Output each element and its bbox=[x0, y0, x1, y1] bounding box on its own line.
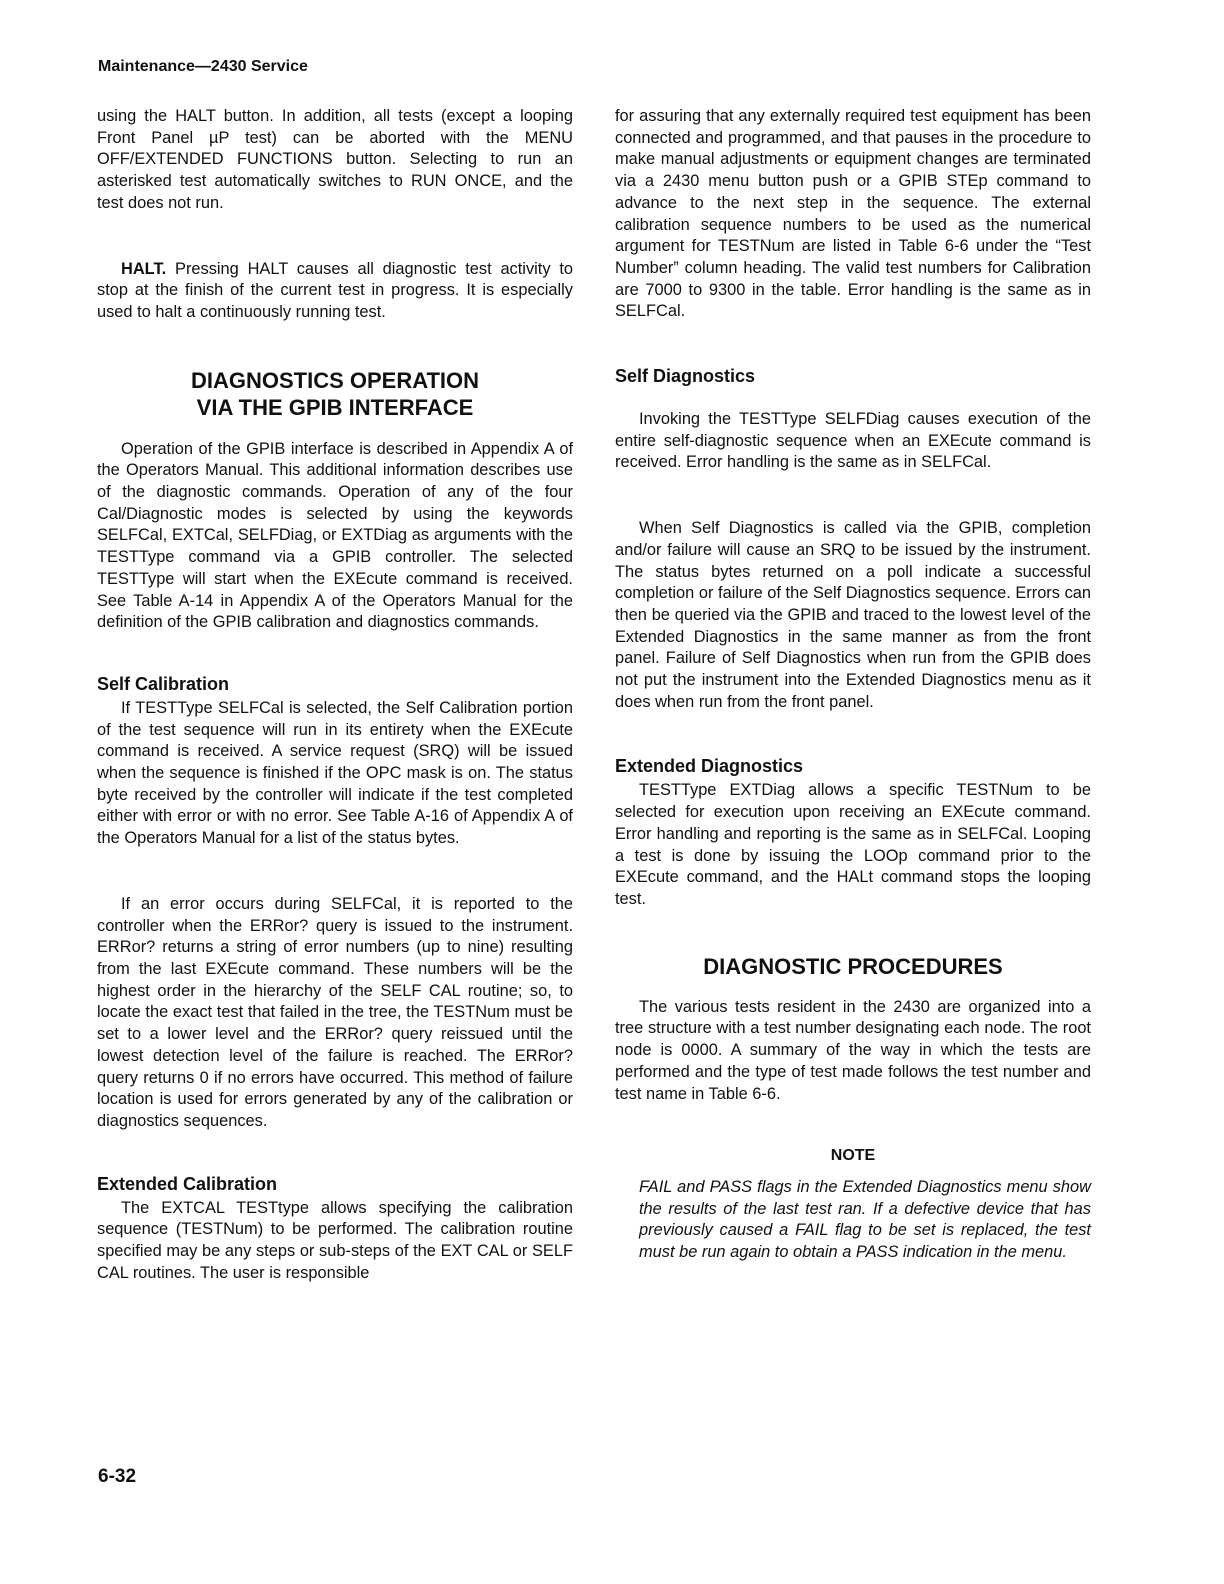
paragraph-selfcal-error: If an error occurs during SELFCal, it is reported to the controller when the ERRor? query is issued to the instrument. ERRor? returns a string of error numbers (up to nine) resulting from the last EXEcute command. These numbers will be the highest order in the hierarchy of the SELF CAL routine; so, to locate the exact test that failed in the tree, the TESTNum must be set to a lower level and the ERRor? query reissued until the lowest detection level of the failure is reached. The ERRor? query returns 0 if no errors have occurred. This method of failure location is used for errors generated by any of the calibration or diagnostics sequences. bbox=[97, 894, 573, 1130]
paragraph-diagnostic-procedures: The various tests resident in the 2430 are organized into a tree structure with a test number designating each node. The root node is 0000. A summary of the way in which the tests are performed and the type of test made follows the test number and test name in Table 6-6. bbox=[615, 997, 1091, 1103]
paragraph-self-diagnostics-2: When Self Diagnostics is called via the GPIB, completion and/or failure will cause an SRQ to be issued by the instrument. The status bytes returned on a poll indicate a successful completion or failure of the Self Diagnostics sequence. Errors can then be queried via the GPIB and traced to the lowest level of the Extended Diagnostics in the same manner as from the front panel. Failure of Self Diagnostics when run from the GPIB does not put the instrument into the Extended Diagnostics menu as it does when run from the front panel. bbox=[615, 519, 1091, 711]
paragraph-halt-button: using the HALT button. In addition, all tests (except a looping Front Panel µP test) can be aborted with the MENU OFF/EXTENDED FUNCTIONS button. Selecting to run an asterisked test automatically switches to RUN ONCE, and the test does not run. bbox=[97, 107, 573, 212]
halt-text: Pressing HALT causes all diagnostic test activity to stop at the finish of the current test in progress. It is especially used to halt a continuously running test. bbox=[97, 259, 573, 321]
left-column bbox=[97, 106, 573, 1284]
halt-label: HALT. bbox=[121, 259, 167, 278]
section-heading-gpib-line2: VIA THE GPIB INTERFACE bbox=[196, 394, 474, 420]
paragraph-extended-diagnostics: TESTType EXTDiag allows a specific TESTNum to be selected for execution upon receiving an EXEcute command. Error handling and reporting is the same as in SELFCal. Looping a test is done by issuing the LOOp command prior to the EXEcute command, and the HALt command stops the looping test. bbox=[615, 781, 1091, 908]
paragraph-self-diagnostics-1: Invoking the TESTType SELFDiag causes execution of the entire self-diagnostic sequence when an EXEcute command is received. Error handling is the same as in SELFCal. bbox=[615, 410, 1091, 472]
paragraph-self-calibration: If TESTType SELFCal is selected, the Self Calibration portion of the test sequence will run in its entirety when the EXEcute command is received. A service request (SRQ) will be issued when the sequence is finished if the OPC mask is on. The status byte received by the controller will indicate if the test completed either with error or with no error. See Table A-16 of Appendix A of the Operators Manual for a list of the status bytes. bbox=[97, 698, 573, 848]
paragraph-halt bbox=[97, 259, 573, 324]
right-column bbox=[615, 106, 1091, 1264]
subheading-extended-diagnostics: Extended Diagnostics bbox=[615, 756, 804, 777]
subheading-self-diagnostics: Self Diagnostics bbox=[615, 366, 756, 387]
note-text: FAIL and PASS flags in the Extended Diagnostics menu show the results of the last test ran. If a defective device that has previously caused a FAIL flag to be set is replaced, the test must be run again to obtain a PASS indication in the menu. bbox=[639, 1177, 1091, 1262]
running-header: Maintenance—2430 Service bbox=[98, 58, 308, 75]
paragraph-extended-calibration: The EXTCAL TESTtype allows specifying the calibration sequence (TESTNum) to be performed. The calibration routine specified may be any steps or sub-steps of the EXT CAL or SELF CAL routines. The user is responsible bbox=[97, 1198, 573, 1282]
page-number: 6-32 bbox=[98, 1466, 137, 1487]
section-heading-gpib bbox=[97, 367, 573, 421]
subheading-self-calibration: Self Calibration bbox=[97, 673, 230, 694]
paragraph-calibration-continued: for assuring that any externally required test equipment has been connected and programmed, and that pauses in the procedure to make manual adjustments or equipment changes are terminated via a 2430 menu button push or a GPIB STEp command to advance to the next step in the sequence. The external calibration sequence numbers to be used as the numerical argument for TESTNum are listed in Table 6-6 under the “Test Number” column heading. The valid test numbers for Calibration are 7000 to 9300 in the table. Error handling is the same as in SELFCal. bbox=[615, 107, 1091, 321]
note-title: NOTE bbox=[830, 1147, 876, 1165]
subheading-extended-calibration: Extended Calibration bbox=[97, 1173, 278, 1194]
section-heading-gpib-line1: DIAGNOSTICS OPERATION bbox=[190, 367, 480, 393]
section-heading-diagnostic-procedures: DIAGNOSTIC PROCEDURES bbox=[703, 953, 1003, 979]
paragraph-gpib-operation: Operation of the GPIB interface is described in Appendix A of the Operators Manual. This additional information describes use of the diagnostic commands. Operation of any of the four Cal/Diagnostic modes is selected by using the keywords SELFCal, EXTCal, SELFDiag, or EXTDiag as arguments with the TESTType command via a GPIB controller. The selected TESTType will start when the EXEcute command is received. See Table A-14 in Appendix A of the Operators Manual for the definition of the GPIB calibration and diagnostics commands. bbox=[97, 439, 573, 632]
